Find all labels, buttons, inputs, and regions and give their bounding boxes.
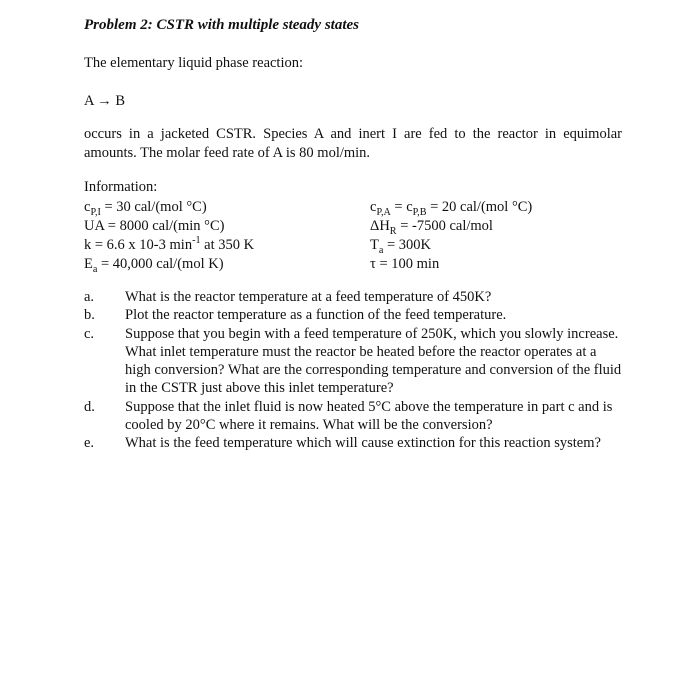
question-item bbox=[84, 398, 624, 435]
info-ea: $E_a = 40,000$ cal/(mol K) bbox=[84, 256, 224, 275]
info-ta: $T_a = 300K$ bbox=[370, 237, 432, 256]
question-letter: c. bbox=[84, 325, 95, 342]
info-delta-hr: $\Delta H_R = -7500$ cal/mol bbox=[370, 218, 493, 237]
question-text: What is the reactor temperature at a feed temperature of 450K? bbox=[125, 289, 492, 305]
question-text: Plot the reactor temperature as a function of the feed temperature. bbox=[125, 307, 507, 324]
info-cpi: $c_{P,I} = 30$ cal/(mol °C) bbox=[84, 199, 207, 218]
question-item bbox=[84, 288, 624, 306]
question-item bbox=[84, 325, 624, 398]
info-right-column bbox=[370, 198, 532, 274]
question-letter: e. bbox=[84, 435, 95, 452]
problem-description: occurs in a jacketed CSTR. Species A and inert I are fed to the reactor in equimolar amounts. The molar feed rate of A is 80 mol/min. bbox=[84, 126, 622, 161]
question-text: Suppose that the inlet fluid is now heated 5°C above the temperature in part c and is cooled by 20°C where it remains. What will be the conversion? bbox=[125, 398, 613, 434]
info-left-column bbox=[84, 198, 254, 274]
question-item bbox=[84, 306, 624, 324]
question-item bbox=[84, 434, 624, 452]
question-text: Suppose that you begin with a feed temperature of 250K, which you slowly increase. What inlet temperature must the reactor be heated before the reactor operates at a high conversion? What are the corresponding temperature and conversion of the fluid in the CSTR just above this inlet temperature? bbox=[125, 325, 622, 397]
intro-text: The elementary liquid phase reaction: bbox=[84, 55, 304, 71]
question-letter: a. bbox=[84, 289, 95, 305]
info-cpa-cpb: $c_{P,A} = c_{P,B} = 20$ cal/(mol °C) bbox=[370, 199, 533, 218]
reaction-equation: A → B bbox=[84, 93, 126, 109]
problem-title: Problem 2: CSTR with multiple steady states bbox=[84, 17, 360, 33]
question-text: What is the feed temperature which will cause extinction for this reaction system? bbox=[125, 435, 601, 452]
question-letter: b. bbox=[84, 307, 95, 324]
info-ua: UA = 8000 cal/(min °C) bbox=[84, 218, 225, 234]
info-k: k = 6.6 x 10-3 $\min^{-1}$ at 350 K bbox=[84, 235, 255, 253]
info-tau: τ = 100 min bbox=[370, 256, 440, 272]
question-letter: d. bbox=[84, 398, 95, 415]
info-heading: Information: bbox=[84, 179, 158, 195]
question-list bbox=[84, 288, 624, 453]
